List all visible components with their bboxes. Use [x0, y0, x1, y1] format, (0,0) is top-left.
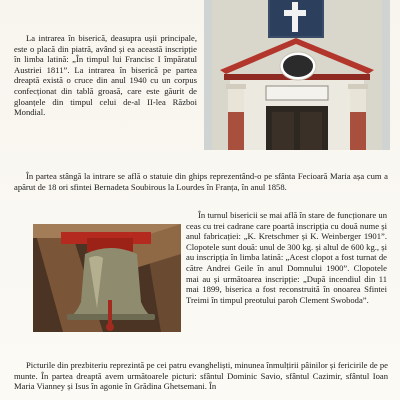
paragraph-paintings: Picturile din prezbiteriu reprezintă pe cei patru evangheliști, minunea înmulțirii pâinilor și fericirile de pe munte. În partea dreaptă avem următoarele picturi: sfântul Dominic Savio, sfântul Cazimir, sfântul Ioan Maria Vianney și Isus în agonie în Grădina Ghetsemani. În — [14, 360, 388, 392]
paragraph-bells: În turnul bisericii se mai află în stare de funcționare un ceas cu trei cadrane care poartă inscripția cu două nume și anul fabricației: „K. Kretschmer și K. Weinberger 1901”. Clopotele sunt două: unul de 300 kg. și altul de 600 kg., și au inscripția în limba latină: „Acest clopot a fost turnat de către Andrei Geile în anul Domnului 1900”. Clopotele mai au și următoarea inscripție: „După incendiul din 11 mai 1899, biserica a fost reconstruită în onoarea Sfintei Treimi în timpul preotului paroh Clement Swoboda”. — [186, 210, 387, 305]
paragraph-statue: În partea stângă la intrare se află o statuie din ghips reprezentând-o pe sfânta Fecioară Maria așa cum a apărut de 18 ori sfintei Bernadeta Soubirous la Lourdes în Franța, în anul 1858. — [14, 171, 388, 192]
church-bell-photo — [33, 224, 181, 332]
church-entrance-photo — [204, 0, 390, 150]
cross-icon — [292, 2, 298, 32]
paragraph-entrance-plaque: La intrarea în biserică, deasupra ușii principale, este o placă din piatră, având și ea această inscripție în limba latină: „În timpul lui Francisc I împăratul Austriei 1811”. La intrarea în biserică pe partea dreaptă există o cruce din anul 1940 cu un corpus confecționat din tablă groasă, care este găurit de gloanțele din timpul celui de-al II-lea Război Mondial. — [14, 33, 197, 118]
